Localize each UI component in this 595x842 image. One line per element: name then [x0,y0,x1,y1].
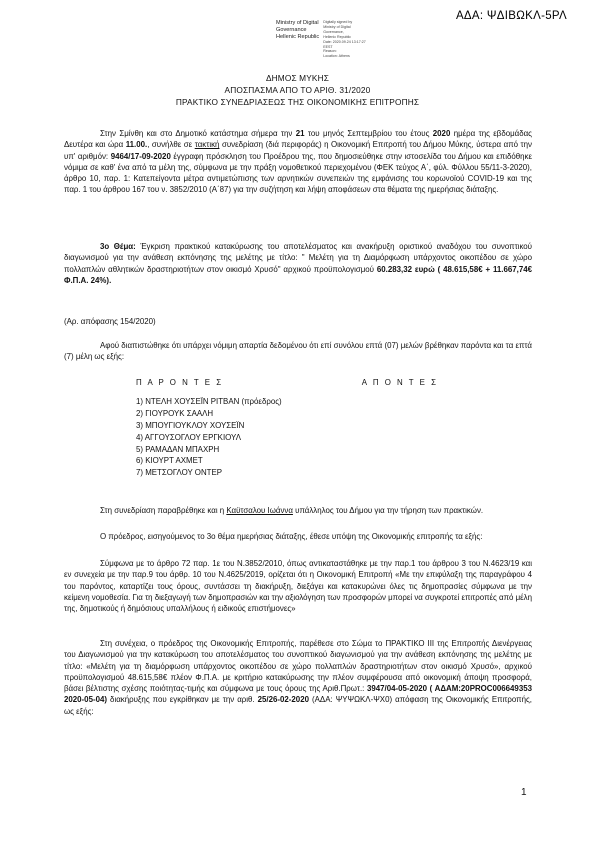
signature-issuer [276,20,319,59]
text: Στη συνέχεια, ο πρόεδρος της Οικονομικής Επιτροπής, παρέθεσε στο Σώμα το ΠΡΑΚΤΙΚΟ ΙΙΙ της Επιτροπής Διενέργειας του Διαγωνισμού για την κατακύρωση του αποτελέσματος του συνοπτικού διαγωνισμού για την ανάθεση εκπόνησης της μελέτης με τίτλο: «Μελέτη για τη διαμόρφωση υπάρχοντος οικοπέδου σε χώρο πολλαπλών δραστηριοτήτων στον οικισμό Χρυσό», αρχικού προϋπολογισμού 48.615,58€ πλέον Φ.Π.Α. με κριτήριο κατακύρωσης την πλέον συμφέρουσα από οικονομική άποψη προσφορά, βάσει βέλτιστης σχέσης ποιότητας-τιμής και σύμφωνα με τους όρους της Αριθ.Πρωτ.: [64,639,532,694]
signature-line: Reason: [323,49,337,54]
signature-line: Location: Athens [323,54,350,59]
topic-label: 3ο Θέμα: [100,242,136,251]
attendance-list [136,377,456,479]
list-item: 1) ΝΤΕΛΗ ΧΟΥΣΕΪΝ ΡΙΤΒΑΝ (πρόεδρος) [136,396,282,406]
list-item: 7) ΜΕΤΣΟΓΛΟΥ ΟΝΤΕΡ [136,468,222,478]
signature-line: Ministry of Digital [323,24,351,29]
chair-intro-paragraph: Ο πρόεδρος, εισηγούμενος το 3ο θέμα ημερήσιας διάταξης, έθεσε υπόψη της Οικονομικής επιτροπής τα εξής: [100,532,483,541]
text: έγγραφη πρόσκληση του Προέδρου της, που δημοσιεύθηκε στην ιστοσελίδα του Δήμου και επιδόθηκε νόμιμα σε καθ' ένα από τα μέλη της, σύμφωνα με την πράξη νομοθετικού περιεχομένου (ΦΕΚ τεύχος Α΄, φύλ. Φύλλου 55/11-3-2020), άρθρο 10, παρ. 1: Κατεπείγοντα μέτρα αντιμετώπισης των αρνητικών συνεπειών της εμφάνισης του κορωνοϊού COVID-19 και της παρ. 1 του άρθρου 167 του ν. 3852/2010 (Α΄87) για την συζήτηση και λήψη αποφάσεων στα θέματα της ημερήσιας διάταξης. [64,151,532,195]
topic-paragraph [64,241,532,286]
signature-line: EEST [323,44,333,49]
meeting-time: 11.00. [125,140,148,150]
list-item: 4) ΑΓΓΟΥΣΟΓΛΟΥ ΕΡΓΚΙΟΥΛ [136,432,241,442]
signature-line: Date: 2020.09.24 13:17:27 [323,39,366,44]
list-item: 5) ΡΑΜΑΔΑΝ ΜΠΑΧΡΗ [136,444,220,454]
decision-number: (Αρ. απόφασης 154/2020) [64,317,156,326]
extract-title: ΑΠΟΣΠΑΣΜΑ ΑΠΟ ΤΟ ΑΡΙΘ. 31/2020 [224,84,371,95]
signature-line: Hellenic Republic [276,33,320,40]
continuation-paragraph [64,638,532,717]
present-header: Π Α Ρ Ο Ν Τ Ε Σ [136,378,224,387]
text: , συνήλθε σε [147,140,195,150]
signature-details [323,20,405,59]
page-number: 1 [521,787,527,798]
intro-paragraph [64,128,532,196]
text: Έγκριση πρακτικού κατακύρωσης του αποτελέσματος και ανακήρυξη οριστικού αναδόχου του συνοπτικού διαγωνισμού για την ανάθεση εκπόνησης της μελέτης με τίτλο: " Μελέτη για τη Διαμόρφωση υπάρχοντος οικοπέδου σε χώρο πολλαπλών αθλητικών δραστηριοτήτων στον οικισμό Χρυσό" αρχικού προϋπολογισμού [64,242,532,274]
text: διακήρυξης που εγκρίθηκαν με την αριθ. [107,695,258,705]
invitation-number: 9464/17-09-2020 [110,151,171,161]
meeting-day: 21 [295,129,305,138]
text: συνεδρίαση (διά περιφοράς) η Οικονομική Επιτροπή του Δήμου Μύκης, ύστερα από την υπ' αριθμόν: [64,140,532,161]
quorum-paragraph: Αφού διαπιστώθηκε ότι υπάρχει νόμιμη απαρτία δεδομένου ότι επί συνόλου επτά (07) μελών βρέθηκαν παρόντα και τα επτά (7) μέλη ως εξής: [64,341,532,362]
signature-line: Hellenic Republic [323,34,351,39]
text: του μηνός Σεπτεμβρίου του έτους [304,129,433,138]
text: υπάλληλος του Δήμου για την τήρηση των πρακτικών. [292,506,484,515]
budget-amount: 60.283,32 ευρώ ( 48.615,58€ + 11.667,74€ Φ.Π.Α. 24%). [64,264,532,285]
ada-code: ΑΔΑ: ΨΔΙΒΩΚΛ-5ΡΛ [455,10,567,22]
document-header [0,73,595,108]
signature-line: Digitally signed by [323,20,353,24]
signature-line: Ministry of Digital [276,20,319,26]
text: Στην Σμίνθη και στο Δημοτικό κατάστημα σήμερα την [100,129,296,138]
list-item: 3) ΜΠΟΥΓΙΟΥΚΛΟΥ ΧΟΥΣΕΪΝ [136,420,245,430]
signature-line: Governance [276,26,307,33]
secretary-name: Καϋτσαλου Ιωάννα [226,506,293,515]
approval-reference: 25/26-02-2020 [257,695,309,705]
list-item: 6) ΚΙΟΥΡΤ ΑΧΜΕΤ [136,456,203,466]
tender-reference: 3947/04-05-2020 ( ΑΔΑΜ:20PROC006649353 2020-05-04) [64,684,532,705]
text: ημέρα της εβδομάδας Δευτέρα και ώρα [64,129,532,150]
meeting-type: τακτική [194,140,220,150]
absent-header: Α Π Ο Ν Τ Ε Σ [361,378,438,387]
digital-signature [276,20,405,59]
secretary-paragraph [64,505,532,516]
list-item: 2) ΓΙΟΥΡΟΥΚ ΣΑΑΛΗ [136,408,214,418]
text: Στη συνεδρίαση παραβρέθηκε και η [100,506,227,515]
municipality-name: ΔΗΜΟΣ ΜΥΚΗΣ [265,73,330,83]
legal-paragraph: Σύμφωνα με το άρθρο 72 παρ. 1ε του Ν.3852/2010, όπως αντικαταστάθηκε με την παρ.1 του άρθρου 3 του Ν.4623/19 και εν συνεχεία με την παρ.9 του άρθρ. 10 του Ν.4625/2019, ορίζεται ότι η Οικονομική Επιτροπή «Με την επιφύλαξη της παραγράφου 4 του παρόντος, καταρτίζει τους όρους, συντάσσει τη διακήρυξη, διεξάγει και κατακυρώνει όλες τις δημοπρασίες σύμφωνα με την κείμενη νομοθεσία. Για τη διεξαγωγή των δημοπρασιών και την αξιολόγηση των προσφορών μπορεί να συγκροτεί επιτροπές από μέλη της, δημοτικούς ή δημόσιους υπαλλήλους ή ειδικούς επιστήμονες» [64,559,533,614]
text: (ΑΔΑ: ΨΥΨΩΚΛ-ΨΧ0) απόφαση της Οικονομικής Επιτροπής, ως εξής: [64,695,532,716]
meeting-year: 2020 [432,129,451,138]
signature-line: Governance, [323,29,344,34]
minutes-title: ΠΡΑΚΤΙΚΟ ΣΥΝΕΔΡΙΑΣΕΩΣ ΤΗΣ ΟΙΚΟΝΟΜΙΚΗΣ ΕΠΙΤΡΟΠΗΣ [175,96,420,107]
attendance-headers [136,377,456,389]
